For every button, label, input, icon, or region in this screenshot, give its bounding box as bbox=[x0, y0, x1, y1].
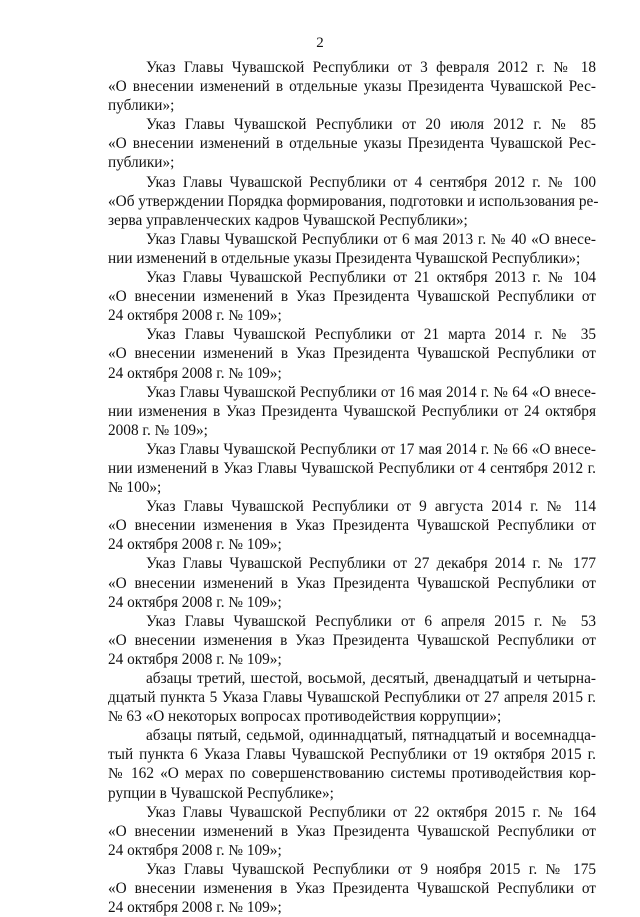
text-line: нии изменений в Указ Главы Чувашской Республики от 4 сентября 2012 г. bbox=[108, 459, 596, 477]
text-line: 24 октября 2008 г. № 109»; bbox=[108, 536, 282, 554]
text-line: 24 октября 2008 г. № 109»; bbox=[108, 364, 282, 382]
text-line: «О внесении изменений в Указ Президента Чувашской Республики от bbox=[108, 574, 596, 592]
paragraph bbox=[108, 860, 596, 917]
text-line: 24 октября 2008 г. № 109»; bbox=[108, 841, 282, 859]
text-line: № 63 «О некоторых вопросах противодействия коррупции»; bbox=[108, 708, 502, 726]
text-line: № 162 «О мерах по совершенствованию системы противодействия кор- bbox=[108, 765, 596, 783]
text-line: Указ Главы Чувашской Республики от 9 ноября 2015 г. № 175 bbox=[146, 860, 596, 878]
text-line: зерва управленческих кадров Чувашской Республики»; bbox=[108, 211, 468, 229]
paragraph bbox=[108, 726, 596, 802]
text-line: Указ Главы Чувашской Республики от 4 сентября 2012 г. № 100 bbox=[146, 173, 596, 191]
text-line: 2008 г. № 109»; bbox=[108, 421, 208, 439]
text-line: Указ Главы Чувашской Республики от 27 декабря 2014 г. № 177 bbox=[146, 555, 596, 573]
text-line: Указ Главы Чувашской Республики от 6 апреля 2015 г. № 53 bbox=[146, 612, 596, 630]
text-line: абзацы третий, шестой, восьмой, десятый, двенадцатый и четырна- bbox=[146, 670, 596, 687]
text-line: «О внесении изменений в отдельные указы Президента Чувашской Рес- bbox=[108, 78, 596, 96]
document-body bbox=[108, 58, 599, 917]
text-line: 24 октября 2008 г. № 109»; bbox=[108, 307, 282, 325]
text-line: публики»; bbox=[108, 154, 175, 172]
paragraph bbox=[108, 115, 596, 172]
paragraph bbox=[108, 497, 596, 554]
text-line: Указ Главы Чувашской Республики от 3 февраля 2012 г. № 18 bbox=[146, 59, 596, 76]
text-line: «Об утверждении Порядка формирования, подготовки и использования ре- bbox=[108, 192, 599, 210]
paragraph bbox=[108, 669, 596, 726]
paragraph bbox=[108, 58, 596, 115]
text-line: «О внесении изменений в отдельные указы Президента Чувашской Рес- bbox=[108, 135, 596, 153]
text-line: тый пункта 6 Указа Главы Чувашской Республики от 19 октября 2015 г. bbox=[108, 746, 596, 764]
text-line: Указ Главы Чувашской Республики от 9 августа 2014 г. № 114 bbox=[146, 498, 596, 516]
paragraph bbox=[108, 173, 599, 230]
text-line: рупции в Чувашской Республике»; bbox=[108, 784, 334, 802]
text-line: Указ Главы Чувашской Республики от 21 октября 2013 г. № 104 bbox=[146, 269, 596, 287]
paragraph bbox=[108, 230, 596, 268]
text-line: № 100»; bbox=[108, 479, 162, 497]
text-line: 24 октября 2008 г. № 109»; bbox=[108, 650, 282, 668]
text-line: 24 октября 2008 г. № 109»; bbox=[108, 899, 282, 917]
text-line: «О внесении изменений в Указ Президента Чувашской Республики от bbox=[108, 822, 596, 840]
paragraph bbox=[108, 440, 596, 497]
text-line: Указ Главы Чувашской Республики от 16 мая 2014 г. № 64 «О внесе- bbox=[146, 383, 596, 401]
text-line: Указ Главы Чувашской Республики от 17 мая 2014 г. № 66 «О внесе- bbox=[146, 440, 596, 458]
paragraph bbox=[108, 383, 596, 440]
paragraph bbox=[108, 803, 596, 860]
text-line: Указ Главы Чувашской Республики от 20 июля 2012 г. № 85 bbox=[146, 116, 596, 134]
text-line: нии изменения в Указ Президента Чувашской Республики от 24 октября bbox=[108, 402, 596, 420]
text-line: публики»; bbox=[108, 97, 175, 115]
text-line: Указ Главы Чувашской Республики от 21 марта 2014 г. № 35 bbox=[146, 326, 596, 344]
page-number: 2 bbox=[316, 35, 324, 51]
text-line: 24 октября 2008 г. № 109»; bbox=[108, 593, 282, 611]
text-line: «О внесении изменения в Указ Президента Чувашской Республики от bbox=[108, 880, 596, 898]
paragraph bbox=[108, 612, 596, 669]
text-line: нии изменений в отдельные указы Президента Чувашской Республики»; bbox=[108, 249, 581, 267]
text-line: Указ Главы Чувашской Республики от 6 мая 2013 г. № 40 «О внесе- bbox=[146, 230, 596, 248]
text-line: «О внесении изменения в Указ Президента Чувашской Республики от bbox=[108, 631, 596, 649]
text-line: «О внесении изменений в Указ Президента Чувашской Республики от bbox=[108, 288, 596, 306]
text-line: «О внесении изменения в Указ Президента Чувашской Республики от bbox=[108, 517, 596, 535]
text-line: «О внесении изменений в Указ Президента Чувашской Республики от bbox=[108, 345, 596, 363]
text-line: Указ Главы Чувашской Республики от 22 октября 2015 г. № 164 bbox=[146, 803, 596, 821]
paragraph bbox=[108, 554, 596, 611]
paragraph bbox=[108, 268, 596, 325]
paragraph bbox=[108, 325, 596, 382]
text-line: дцатый пункта 5 Указа Главы Чувашской Республики от 27 апреля 2015 г. bbox=[108, 689, 596, 707]
text-line: абзацы пятый, седьмой, одиннадцатый, пятнадцатый и восемнадца- bbox=[146, 727, 596, 745]
